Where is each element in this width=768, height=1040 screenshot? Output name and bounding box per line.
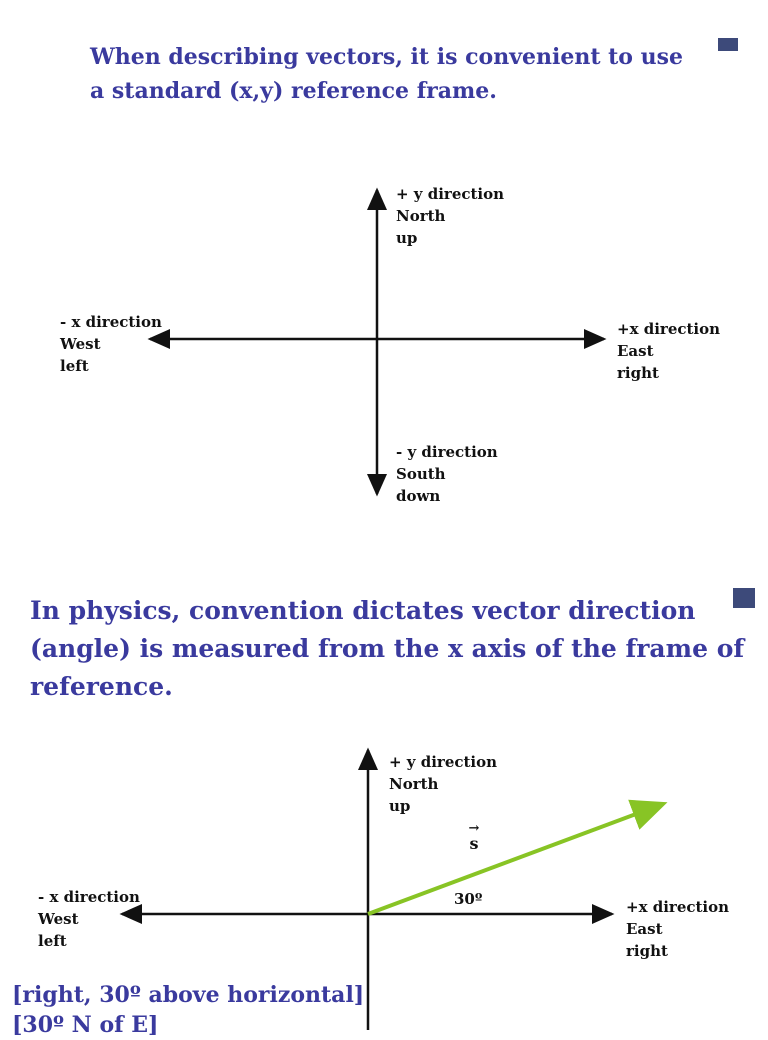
vector-s-label: → s (464, 824, 484, 853)
slide-2-heading: In physics, convention dictates vector direction (angle) is measured from the x axis of the frame of reference. (30, 596, 745, 701)
angle-label: 30º (454, 890, 483, 908)
minus-y-label: - y direction South down (396, 443, 498, 505)
vector-s-arrow (368, 805, 660, 914)
plus-x-label: +x direction East right (617, 320, 721, 382)
caption-line-2: [30º N of E] (12, 1012, 159, 1038)
slide-2 (0, 560, 768, 1038)
direction-caption (12, 980, 364, 1040)
minus-x-label: - x direction West left (60, 313, 162, 375)
caption-line-1: [right, 30º above horizontal] (12, 982, 365, 1008)
slide-1-heading: When describing vectors, it is convenient to use a standard (x,y) reference frame. (90, 44, 684, 104)
plus-x-label: +x direction East right (626, 898, 730, 960)
vector-arrow-icon: → (468, 821, 480, 836)
plus-y-label: + y direction North up (396, 185, 505, 247)
plus-y-label: + y direction North up (389, 753, 498, 815)
minus-x-label: - x direction West left (38, 888, 140, 950)
